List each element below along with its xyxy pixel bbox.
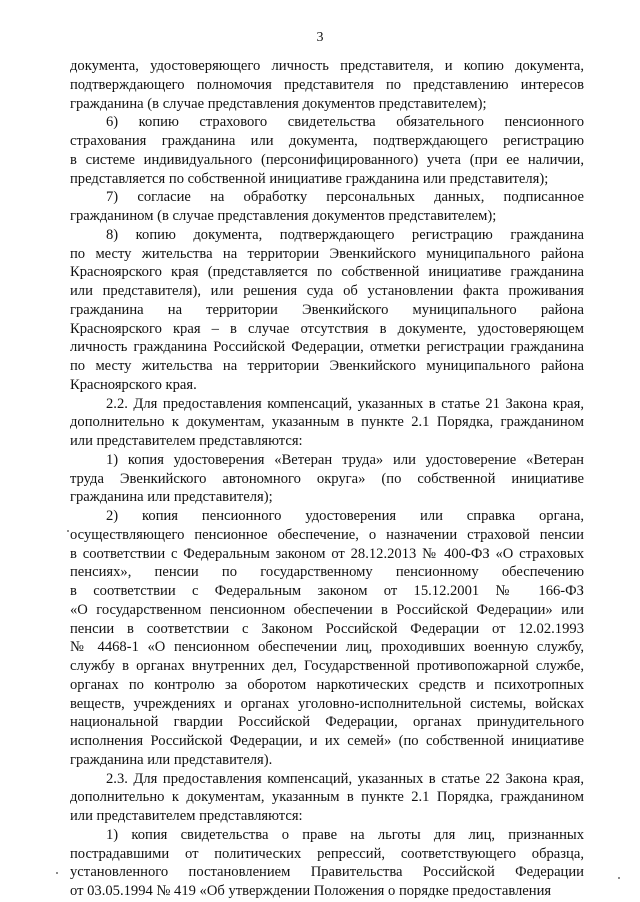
text-line: документа, удостоверяющего личность представителя, и копию документа, (70, 58, 584, 74)
text-line: от 03.05.1994 № 419 «Об утверждении Положения о порядке предоставления (70, 883, 552, 899)
text-line: труда Эвенкийского автономного округа» (по собственной инициативе (70, 470, 584, 487)
text-line: службу в органах внутренних дел, Государственной противопожарной службе, (70, 658, 584, 674)
text-line: Красноярского края (представляется по собственной инициативе гражданина (70, 264, 584, 281)
text-line: осуществляющего пенсионное обеспечение, о назначении страховой пенсии (70, 526, 584, 543)
text-line: гражданина (в случае представления документов представителем); (70, 95, 487, 112)
text-line: гражданина на территории Эвенкийского муниципального района (70, 301, 584, 318)
text-line: подтверждающего полномочия представителя по представлению интересов (70, 76, 584, 93)
text-line: Красноярского края – в случае отсутствия в документе, удостоверяющем (70, 320, 584, 337)
text-line: 1) копия удостоверения «Ветеран труда» или удостоверение «Ветеран (106, 451, 584, 468)
text-line: 2.3. Для предоставления компенсаций, указанных в статье 22 Закона края, (106, 770, 584, 787)
text-line: установленного постановлением Правительства Российской Федерации (70, 864, 584, 881)
text-line: национальной гвардии Российской Федерации, органах принудительного (70, 714, 584, 731)
text-line: или представителя), или решения суда об установлении факта проживания (70, 283, 584, 299)
text-line: № 4468-1 «О пенсионном обеспечении лиц, проходивших военную службу, (70, 639, 584, 656)
text-line: представляется по собственной инициативе гражданина или представителя); (70, 170, 549, 187)
text-line: 8) копию документа, подтверждающего регистрацию гражданина (106, 226, 584, 243)
text-line: в соответствии с Федеральным законом от 15.12.2001 № 166-ФЗ (70, 583, 584, 599)
text-line: пенсиях», пенсии по государственному пенсионному обеспечению (70, 564, 584, 581)
text-line: «О государственном пенсионном обеспечении в Российской Федерации» или (70, 601, 584, 618)
text-line: страхования гражданина или документа, подтверждающего регистрацию (70, 133, 584, 149)
text-line: личность гражданина Российской Федерации, отметки регистрации гражданина (70, 339, 584, 356)
text-line: по месту жительства на территории Эвенкийского муниципального района (70, 358, 584, 374)
text-line: или представителем представляются: (70, 808, 303, 824)
text-line: веществ, учреждениях и органах уголовно-исполнительной системы, войсках (70, 695, 584, 712)
text-line: 1) копия свидетельства о праве на льготы для лиц, признанных (106, 826, 584, 843)
text-line: гражданином (в случае представления документов представителем); (70, 208, 497, 224)
text-line: 2.2. Для предоставления компенсаций, указанных в статье 21 Закона края, (106, 395, 584, 412)
text-line: или представителем представляются: (70, 433, 303, 449)
text-line: гражданина или представителя). (70, 751, 273, 768)
scan-speck (56, 872, 58, 874)
text-line: Красноярского края. (70, 376, 197, 393)
text-line: дополнительно к документам, указанным в пункте 2.1 Порядка, гражданином (70, 789, 584, 806)
text-line: гражданина или представителя); (70, 489, 273, 506)
text-line: пострадавшими от политических репрессий, соответствующего образца, (70, 845, 584, 862)
scan-speck (618, 877, 620, 879)
text-line: в соответствии с Федеральным законом от 28.12.2013 № 400-ФЗ «О страховых (70, 545, 584, 562)
text-line: дополнительно к документам, указанным в пункте 2.1 Порядка, гражданином (70, 414, 584, 431)
text-line: 7) согласие на обработку персональных данных, подписанное (106, 189, 584, 206)
scan-speck (67, 530, 69, 532)
text-line: органах по контролю за оборотом наркотических средств и психотропных (70, 676, 584, 693)
page-number: 3 (316, 30, 324, 45)
document-text (70, 57, 584, 901)
text-line: в системе индивидуального (персонифицированного) учета (при ее наличии, (70, 151, 584, 168)
text-line: 6) копию страхового свидетельства обязательного пенсионного (106, 114, 584, 131)
text-line: 2) копия пенсионного удостоверения или справка органа, (106, 508, 584, 524)
text-line: исполнения Российской Федерации, и их семей» (по собственной инициативе (70, 733, 584, 749)
text-line: пенсии в соответствии с Законом Российской Федерации от 12.02.1993 (70, 620, 584, 637)
text-line: по месту жительства на территории Эвенкийского муниципального района (70, 245, 584, 262)
